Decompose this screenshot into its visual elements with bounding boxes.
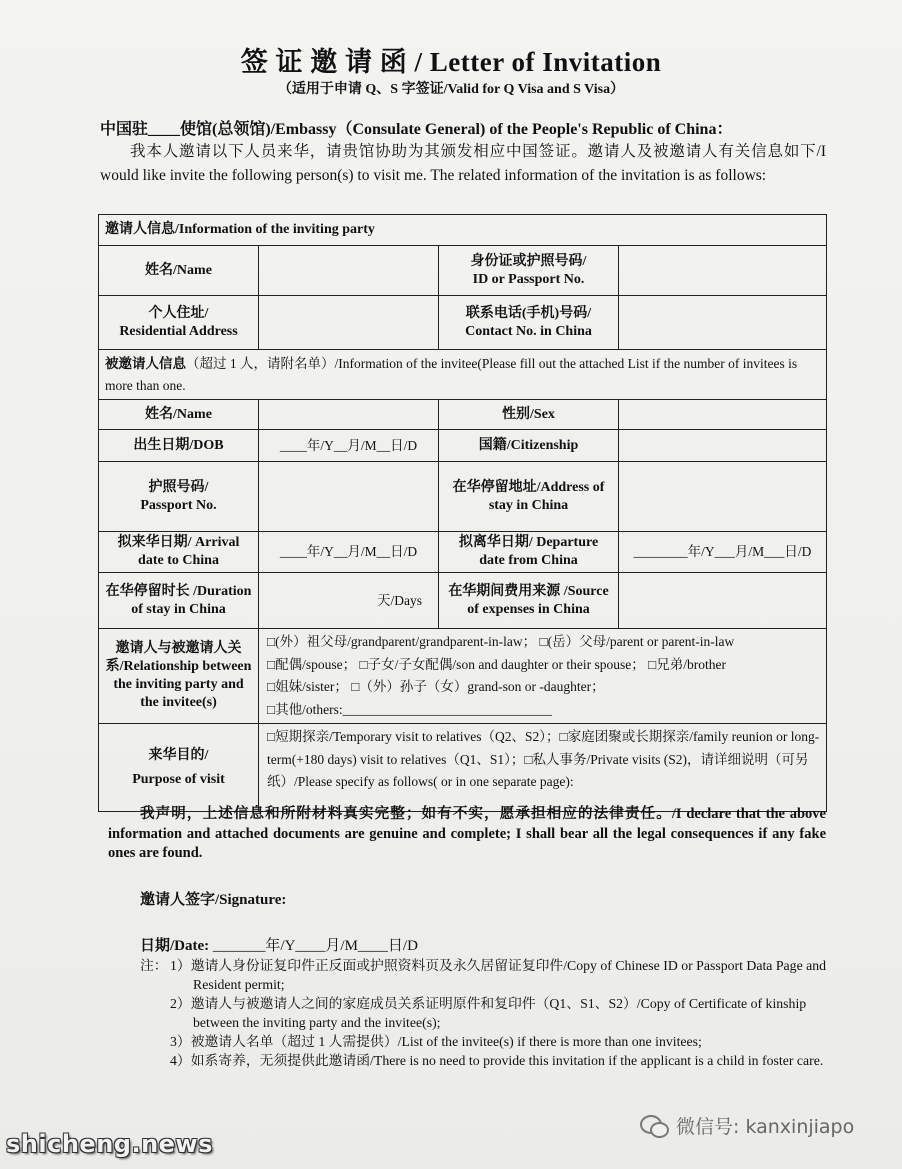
signature-label[interactable]: 邀请人签字/Signature: xyxy=(140,892,287,908)
relationship-label: 邀请人与被邀请人关系/Relationship between the inviting party and the invitee(s) xyxy=(99,629,259,724)
wechat-icon xyxy=(640,1114,668,1138)
invitee-name-label: 姓名/Name xyxy=(99,400,259,430)
invitee-expenses-field[interactable] xyxy=(619,573,827,629)
date-label: 日期/Date: xyxy=(140,938,210,954)
inviter-id-label-en: ID or Passport No. xyxy=(472,271,585,287)
inviter-id-label-cn: 身份证或护照号码/ xyxy=(470,253,587,269)
relationship-option-row[interactable]: □其他/others:_______________________________ xyxy=(267,701,552,717)
relationship-options xyxy=(259,629,827,724)
date-field[interactable]: _______年/Y____月/M____日/D xyxy=(212,938,418,954)
invitee-stay-address-label: 在华停留地址/Address of stay in China xyxy=(439,462,619,532)
purpose-label-en: Purpose of visit xyxy=(132,771,225,787)
invitee-passport-label xyxy=(99,462,259,532)
invitee-section-title: 被邀请人信息 xyxy=(105,355,186,371)
addressee-line: 中国驻____使馆(总领馆)/Embassy（Consulate General) of the People's Republic of China： xyxy=(100,121,733,138)
notes-head: 注： xyxy=(140,958,168,973)
invitee-duration-field[interactable]: 天/Days xyxy=(259,573,439,629)
purpose-label-cn: 来华目的/ xyxy=(148,747,209,763)
invitee-dob-label: 出生日期/DOB xyxy=(99,430,259,462)
inviter-contact-field[interactable] xyxy=(619,296,827,350)
invitee-expenses-label: 在华期间费用来源 /Source of expenses in China xyxy=(439,573,619,629)
wechat-id: 微信号: kanxinjiapo xyxy=(676,1116,855,1138)
purpose-options[interactable]: □短期探亲/Temporary visit to relatives（Q2、S2）；□家庭团聚或长期探亲/family reunion or long-term(+180 days) visit to relatives（Q1、S1）；□私人事务/Private visits (S2)，请详细说明（可另纸）/Please specify as follows( or in one separate page): xyxy=(259,724,827,812)
invitee-name-field[interactable] xyxy=(259,400,439,430)
declaration-text: 我声明，上述信息和所附材料真实完整；如有不实，愿承担相应的法律责任。/I declare that the above information and attached documents are genuine and complete; I shall bear all the legal consequences if any fake ones are found. xyxy=(108,806,826,861)
invitee-sex-field[interactable] xyxy=(619,400,827,430)
note-item: 4）如系寄养，无须提供此邀请函/There is no need to provide this invitation if the applicant is a child in foster care. xyxy=(170,1053,824,1068)
note-item: 3）被邀请人名单（超过 1 人需提供）/List of the invitee(s) if there is more than one invitees; xyxy=(170,1034,702,1049)
intro-paragraph: 我本人邀请以下人员来华，请贵馆协助为其颁发相应中国签证。邀请人及被邀请人有关信息如下/I would like invite the following person(s) to visit me. The related information of the invitation is as follows: xyxy=(100,143,826,184)
invitee-passport-field[interactable] xyxy=(259,462,439,532)
invitee-section-note: （超过 1 人，请附名单）/Information of the invitee(Please fill out the attached List if the number of invitees is more than one. xyxy=(105,355,798,393)
invitee-arrival-label: 拟来华日期/ Arrival date to China xyxy=(99,532,259,573)
invitee-citizenship-label: 国籍/Citizenship xyxy=(439,430,619,462)
invitee-duration-label: 在华停留时长 /Duration of stay in China xyxy=(99,573,259,629)
note-item: 2）邀请人与被邀请人之间的家庭成员关系证明原件和复印件（Q1、S1、S2）/Copy of Certificate of kinship between the inviting party and the invitee(s); xyxy=(170,996,807,1030)
invitee-departure-label: 拟离华日期/ Departure date from China xyxy=(439,532,619,573)
inviter-id-label xyxy=(439,246,619,296)
invitee-citizenship-field[interactable] xyxy=(619,430,827,462)
document-title: 签 证 邀 请 函 / Letter of Invitation xyxy=(240,47,662,77)
relationship-option-row[interactable]: □配偶/spouse； □子女/子女配偶/son and daughter or their spouse； □兄弟/brother xyxy=(267,656,727,672)
invitee-sex-label: 性别/Sex xyxy=(439,400,619,430)
note-item: 1）邀请人身份证复印件正反面或护照资料页及永久居留证复印件/Copy of Chinese ID or Passport Data Page and Resident permit; xyxy=(170,958,827,992)
relationship-option-row[interactable]: □(外）祖父母/grandparent/grandparent-in-law； □(岳）父母/parent or parent-in-law xyxy=(267,634,735,649)
invitee-passport-label-en: Passport No. xyxy=(140,497,217,513)
purpose-label xyxy=(99,724,259,812)
invitee-departure-field[interactable]: ________年/Y___月/M___日/D xyxy=(619,532,827,573)
invitee-section-header xyxy=(99,350,827,400)
invitation-form-table xyxy=(98,214,827,812)
date-line xyxy=(140,934,418,955)
invitee-dob-field[interactable]: ____年/Y__月/M__日/D xyxy=(259,430,439,462)
inviter-name-field[interactable] xyxy=(259,246,439,296)
inviter-contact-label-en: Contact No. in China xyxy=(465,323,592,339)
wechat-overlay xyxy=(640,1112,854,1139)
inviter-section-header: 邀请人信息/Information of the inviting party xyxy=(99,215,827,246)
inviter-contact-label-cn: 联系电话(手机)号码/ xyxy=(465,305,592,321)
inviter-id-field[interactable] xyxy=(619,246,827,296)
inviter-name-label: 姓名/Name xyxy=(99,246,259,296)
inviter-address-label-en: Residential Address xyxy=(119,323,238,339)
inviter-address-label xyxy=(99,296,259,350)
site-watermark: shicheng.news xyxy=(6,1130,213,1158)
document-subtitle: （适用于申请 Q、S 字签证/Valid for Q Visa and S Visa） xyxy=(277,82,625,97)
inviter-contact-label xyxy=(439,296,619,350)
inviter-address-label-cn: 个人住址/ xyxy=(148,305,209,321)
invitee-passport-label-cn: 护照号码/ xyxy=(148,479,209,495)
invitee-arrival-field[interactable]: ____年/Y__月/M__日/D xyxy=(259,532,439,573)
relationship-option-row[interactable]: □姐妹/sister； □（外）孙子（女）grand-son or -daughter； xyxy=(267,679,605,694)
inviter-address-field[interactable] xyxy=(259,296,439,350)
invitee-stay-address-field[interactable] xyxy=(619,462,827,532)
